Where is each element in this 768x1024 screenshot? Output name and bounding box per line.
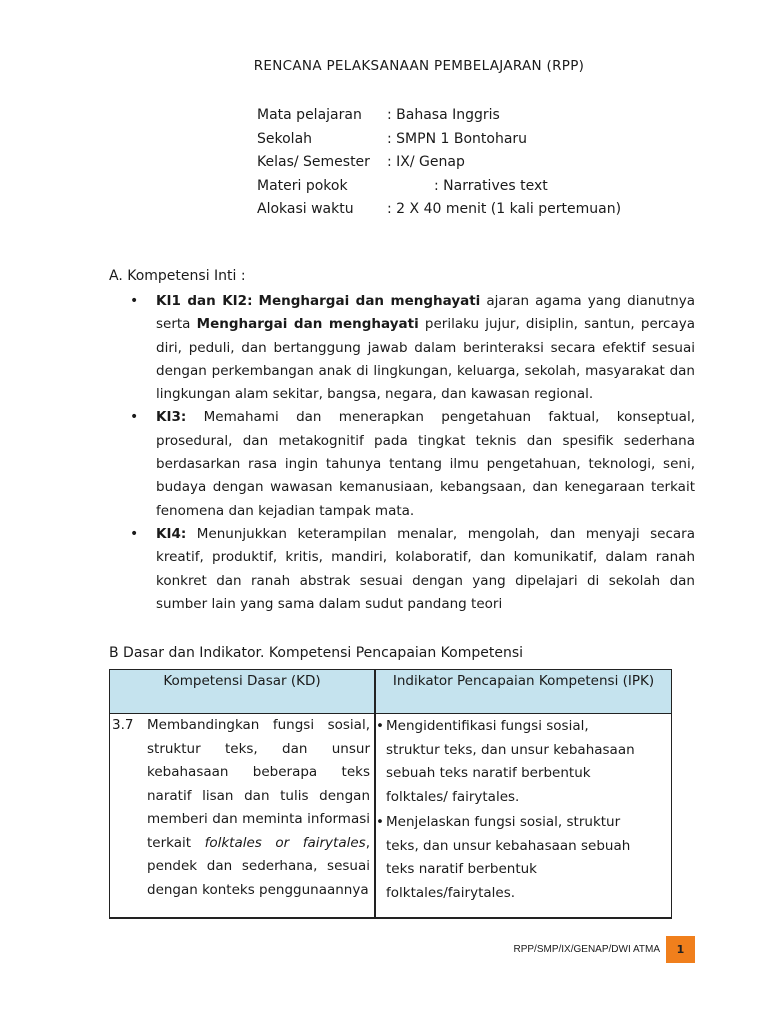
bullet-icon: • [130,525,139,542]
column-header-ipk: Indikator Pencapaian Kompetensi (IPK) [375,670,672,714]
ki4-label: KI4: [156,525,187,542]
bullet-icon: • [130,293,139,309]
list-item-ki1-ki2 [130,290,695,406]
identity-value: : 2 X 40 menit (1 kali pertemuan) [387,201,622,217]
kd-italic-text: folktales or fairytales [204,834,366,851]
ipk-text: Menjelaskan fungsi sosial, struktur teks, dan unsur kebahasaan sebuah teks naratif berbentuk folktales/fairytales. [386,814,631,901]
column-header-kd: Kompetensi Dasar (KD) [110,670,376,714]
ki4-text: Menunjukkan keterampilan menalar, mengolah, dan menyaji secara kreatif, produktif, kritis, mandiri, kolaboratif, dan komunikatif, dalam ranah konkret dan ranah abstrak sesuai dengan yang dipelajari di sekolah dan sumber lain yang sama dalam sudut pandang teori [156,525,695,612]
document-title: RENCANA PELAKSANAAN PEMBELAJARAN (RPP) [253,58,585,74]
ipk-cell [375,714,672,919]
page-number-badge: 1 [666,936,695,963]
kd-text: , pendek dan sederhana, sesuai dengan konteks penggunaannya [147,834,370,898]
kd-number: 3.7 [112,717,134,733]
ki12-text: ajaran agama yang dianutnya serta [156,293,695,333]
list-item-ki4 [130,523,695,616]
identity-label: Alokasi waktu [257,201,354,217]
list-item [376,811,644,905]
ki3-label: KI3: [156,409,187,426]
ki12-label: KI1 dan KI2: [156,293,253,309]
kd-cell [110,714,376,919]
identity-label: Mata pelajaran [257,107,362,123]
bullet-icon: • [376,718,384,734]
ki12-bold-phrase: Menghargai dan menghayati [196,316,419,333]
identity-value: : IX/ Genap [387,154,465,170]
identity-label: Kelas/ Semester [257,154,370,170]
table-row [110,714,672,919]
ipk-text: Mengidentifikasi fungsi sosial, struktur teks, dan unsur kebahasaan sebuah teks naratif berbentuk folktales/ fairytales. [386,718,635,805]
list-item-ki3 [130,406,695,522]
identity-value: : Bahasa Inggris [387,107,500,123]
table-header-row [110,670,672,714]
ki12-bold-phrase: Menghargai dan menghayati [258,293,481,309]
footer-text: RPP/SMP/IX/GENAP/DWI ATMA [513,944,660,955]
identity-label: Materi pokok [257,177,348,194]
ki3-text: Memahami dan menerapkan pengetahuan faktual, konseptual, prosedural, dan metakognitif pada tingkat teknis dan spesifik sederhana berdasarkan rasa ingin tahunya tentang ilmu pengetahuan, teknologi, seni, budaya dengan wawasan kemanusiaan, kebangsaan, dan kenegaraan terkait fenomena dan kejadian tampak mata. [156,409,695,519]
competency-table [109,669,672,919]
list-item [376,715,644,809]
kd-text: Membandingkan fungsi sosial, struktur teks, dan unsur kebahasaan beberapa teks naratif lisan dan tulis dengan memberi dan meminta informasi terkait [147,717,370,851]
section-b-heading: B Dasar dan Indikator. Kompetensi Pencapaian Kompetensi [109,645,524,661]
section-a-heading: A. Kompetensi Inti : [109,268,246,284]
bullet-icon: • [130,409,139,426]
bullet-icon: • [376,814,384,830]
core-competency-list [130,290,695,616]
ki12-text: perilaku jujur, disiplin, santun, percaya diri, peduli, dan bertanggung jawab dalam berinteraksi secara efektif sesuai dengan perkembangan anak di lingkungan, keluarga, sekolah, masyarakat dan lingkungan alam sekitar, bangsa, negara, dan kawasan regional. [156,316,695,403]
identity-label: Sekolah [257,130,313,147]
identity-value: : SMPN 1 Bontoharu [387,130,528,147]
identity-value: : Narratives text [434,177,548,194]
